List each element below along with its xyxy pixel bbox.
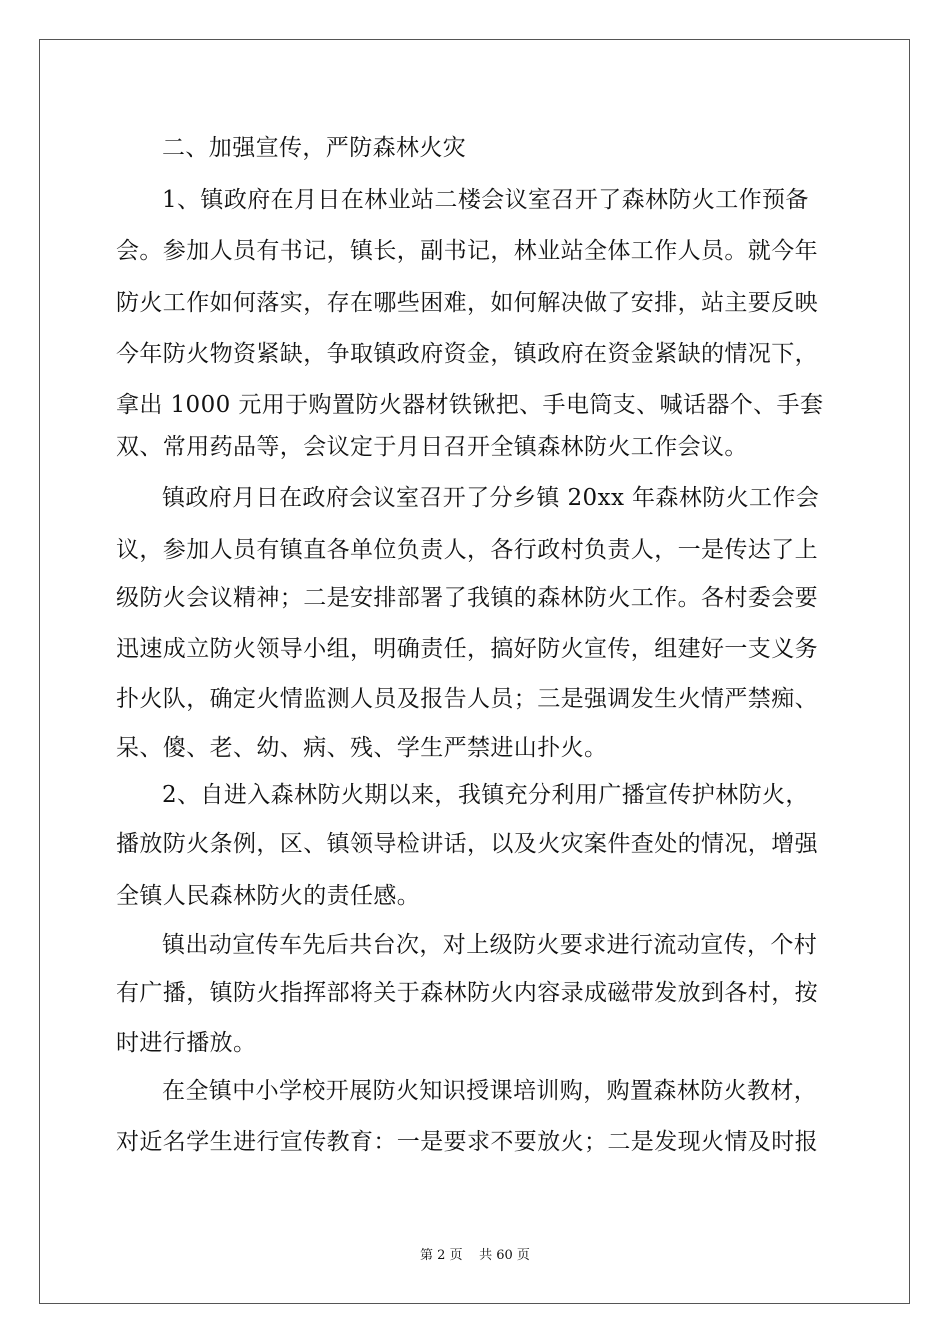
page-number: 第 2 页 xyxy=(420,1248,463,1263)
page-border xyxy=(39,39,910,1304)
paragraph-line: 会。参加人员有书记，镇长，副书记，林业站全体工作人员。就今年 xyxy=(116,238,818,264)
paragraph-line: 拿出 1000 元用于购置防火器材铁锹把、手电筒支、喊话器个、手套 xyxy=(116,392,824,418)
paragraph-line: 1、镇政府在月日在林业站二楼会议室召开了森林防火工作预备 xyxy=(162,187,809,213)
paragraph-line: 对近名学生进行宣传教育：一是要求不要放火；二是发现火情及时报 xyxy=(116,1129,818,1155)
paragraph-line: 呆、傻、老、幼、病、残、学生严禁进山扑火。 xyxy=(116,735,608,761)
paragraph-line: 今年防火物资紧缺，争取镇政府资金，镇政府在资金紧缺的情况下， xyxy=(116,341,818,367)
page-footer xyxy=(0,1248,950,1264)
paragraph-line: 扑火队，确定火情监测人员及报告人员；三是强调发生火情严禁痴、 xyxy=(116,686,818,712)
paragraph-line: 防火工作如何落实，存在哪些困难，如何解决做了安排，站主要反映 xyxy=(116,290,818,316)
paragraph-line: 镇政府月日在政府会议室召开了分乡镇 20xx 年森林防火工作会 xyxy=(162,485,820,511)
paragraph-line: 2、自进入森林防火期以来，我镇充分利用广播宣传护林防火， xyxy=(162,782,809,808)
paragraph-line: 有广播，镇防火指挥部将关于森林防火内容录成磁带发放到各村，按 xyxy=(116,980,818,1006)
page-total: 共 60 页 xyxy=(479,1248,530,1263)
paragraph-line: 级防火会议精神；二是安排部署了我镇的森林防火工作。各村委会要 xyxy=(116,585,818,611)
paragraph-line: 全镇人民森林防火的责任感。 xyxy=(116,883,421,909)
section-heading: 二、加强宣传，严防森林火灾 xyxy=(162,135,467,161)
paragraph-line: 时进行播放。 xyxy=(116,1030,257,1056)
paragraph-line: 在全镇中小学校开展防火知识授课培训购，购置森林防火教材， xyxy=(162,1078,818,1104)
paragraph-line: 播放防火条例，区、镇领导检讲话，以及火灾案件查处的情况，增强 xyxy=(116,831,818,857)
paragraph-line: 议，参加人员有镇直各单位负责人，各行政村负责人，一是传达了上 xyxy=(116,537,818,563)
paragraph-line: 镇出动宣传车先后共台次，对上级防火要求进行流动宣传，个村 xyxy=(162,932,818,958)
paragraph-line: 双、常用药品等，会议定于月日召开全镇森林防火工作会议。 xyxy=(116,434,748,460)
paragraph-line: 迅速成立防火领导小组，明确责任，搞好防火宣传，组建好一支义务 xyxy=(116,636,818,662)
